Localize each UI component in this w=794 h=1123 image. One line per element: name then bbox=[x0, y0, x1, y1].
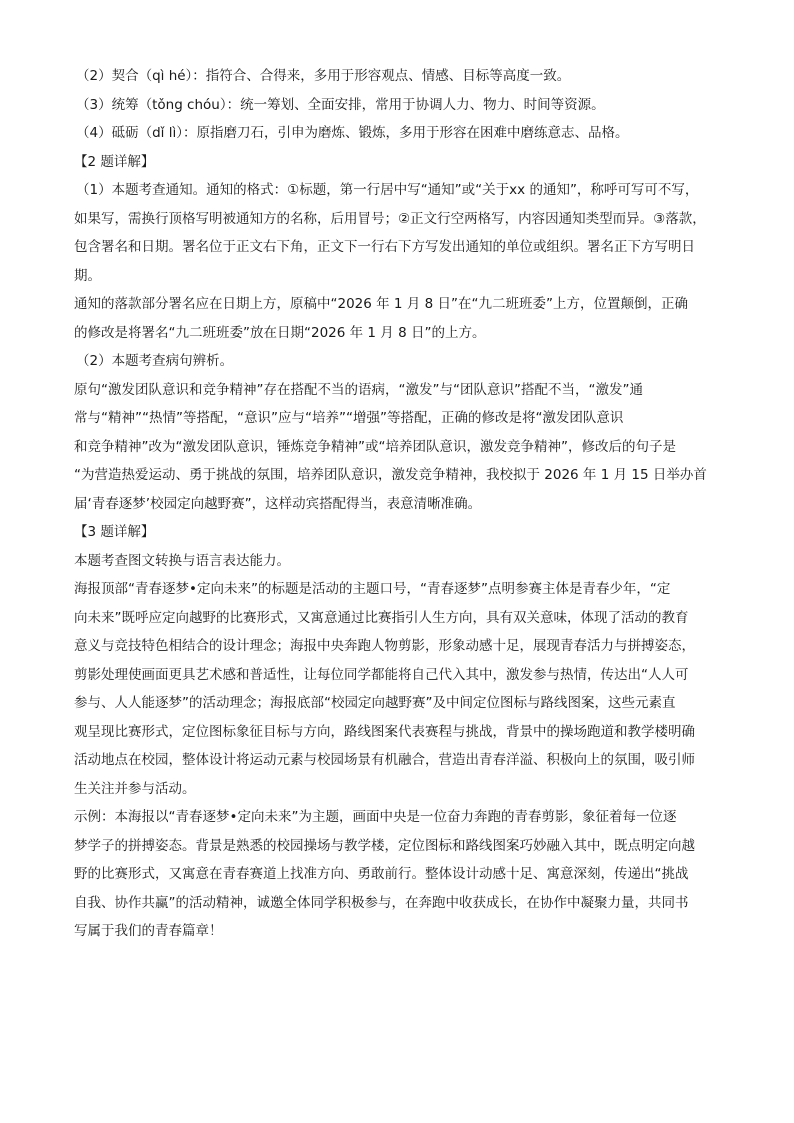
section-heading-q2: 【2 题详解】 bbox=[74, 153, 155, 170]
paragraph-line: 包含署名和日期。署名位于正文右下角，正文下一行右下方写发出通知的单位或组织。署名正下方写明日 bbox=[74, 239, 695, 255]
example-line: 自我、协作共赢”的活动精神，诚邀全体同学积极参与，在奔跑中收获成长，在协作中凝聚力量，共同书 bbox=[74, 894, 689, 911]
paragraph-line: 意义与竞技特色相结合的设计理念；海报中央奔跑人物剪影，形象动感十足，展现青春活力与拼搏姿态， bbox=[74, 638, 695, 654]
paragraph-line: 期。 bbox=[74, 267, 101, 284]
document-body bbox=[74, 62, 734, 946]
term-definition: （3）统筹（tǒng chóu）：统一筹划、全面安排，常用于协调人力、物力、时间等资源。 bbox=[76, 96, 605, 113]
term-definition: （4）砥砺（dǐ lì）：原指磨刀石，引申为磨炼、锻炼，多用于形容在困难中磨练意志、品格。 bbox=[76, 125, 629, 141]
paragraph-line: 常与“精神”“热情”等搭配，“意识”应与“培养”“增强”等搭配，正确的修改是将“激发团队意识 bbox=[74, 410, 624, 426]
paragraph-line: 剪影处理使画面更具艺术感和普适性，让每位同学都能将自己代入其中，激发参与热情，传达出“人人可 bbox=[74, 666, 689, 683]
paragraph-line: 原句“激发团队意识和竞争精神”存在搭配不当的语病，“激发”与“团队意识”搭配不当，“激发”通 bbox=[74, 381, 643, 398]
paragraph-line: “为营造热爱运动、勇于挑战的氛围，培养团队意识，激发竞争精神，我校拟于 2026 年 1 月 15 日举办首 bbox=[74, 467, 707, 483]
paragraph-line: 生关注并参与活动。 bbox=[74, 780, 196, 797]
paragraph-line: （1）本题考查通知。通知的格式：①标题，第一行居中写“通知”或“关于xx 的通知”，称呼可写可不写， bbox=[76, 182, 699, 198]
paragraph-line: 和竞争精神”改为“激发团队意识，锤炼竞争精神”或“培养团队意识，激发竞争精神”，修改后的句子是 bbox=[74, 438, 676, 455]
paragraph-line: 如果写，需换行顶格写明被通知方的名称，后用冒号；②正文行空两格写，内容因通知类型而异。③落款， bbox=[74, 210, 706, 227]
example-line: 示例：本海报以“青春逐梦•定向未来”为主题，画面中央是一位奋力奔跑的青春剪影，象征着每一位逐 bbox=[74, 809, 677, 825]
paragraph-line: 向未来”既呼应定向越野的比赛形式，又寓意通过比赛指引人生方向，具有双关意味，体现了活动的教育 bbox=[74, 609, 689, 626]
paragraph-line: 届‘青春逐梦’校园定向越野赛”，这样动宾搭配得当，表意清晰准确。 bbox=[74, 495, 482, 512]
term-definition: （2）契合（qì hé）：指符合、合得来，多用于形容观点、情感、目标等高度一致。 bbox=[76, 68, 571, 84]
example-line: 写属于我们的青春篇章！ bbox=[74, 923, 223, 939]
paragraph-line: 活动地点在校园，整体设计将运动元素与校园场景有机融合，营造出青春洋溢、积极向上的氛围，吸引师 bbox=[74, 752, 695, 768]
example-line: 野的比赛形式，又寓意在青春赛道上找准方向、勇敢前行。整体设计动感十足、寓意深刻，传递出“挑战 bbox=[74, 866, 689, 882]
paragraph-line: 的修改是将署名“九二班班委”放在日期“2026 年 1 月 8 日”的上方。 bbox=[74, 324, 486, 341]
paragraph-line: （2）本题考查病句辨析。 bbox=[76, 353, 234, 369]
example-line: 梦学子的拼搏姿态。背景是熟悉的校园操场与教学楼，定位图标和路线图案巧妙融入其中，既点明定向越 bbox=[74, 837, 695, 854]
paragraph-line: 观呈现比赛形式，定位图标象征目标与方向，路线图案代表赛程与挑战，背景中的操场跑道和教学楼明确 bbox=[74, 723, 695, 740]
paragraph-line: 参与、人人能逐梦”的活动理念；海报底部“校园定向越野赛”及中间定位图标与路线图案，这些元素直 bbox=[74, 695, 676, 711]
paragraph-line: 海报顶部“青春逐梦•定向未来”的标题是活动的主题口号，“青春逐梦”点明参赛主体是青春少年，“定 bbox=[74, 581, 671, 597]
section-heading-q3: 【3 题详解】 bbox=[74, 524, 155, 540]
paragraph-line: 通知的落款部分署名应在日期上方，原稿中“2026 年 1 月 8 日”在“九二班班委”上方，位置颠倒，正确 bbox=[74, 296, 688, 312]
paragraph-line: 本题考查图文转换与语言表达能力。 bbox=[74, 552, 290, 569]
